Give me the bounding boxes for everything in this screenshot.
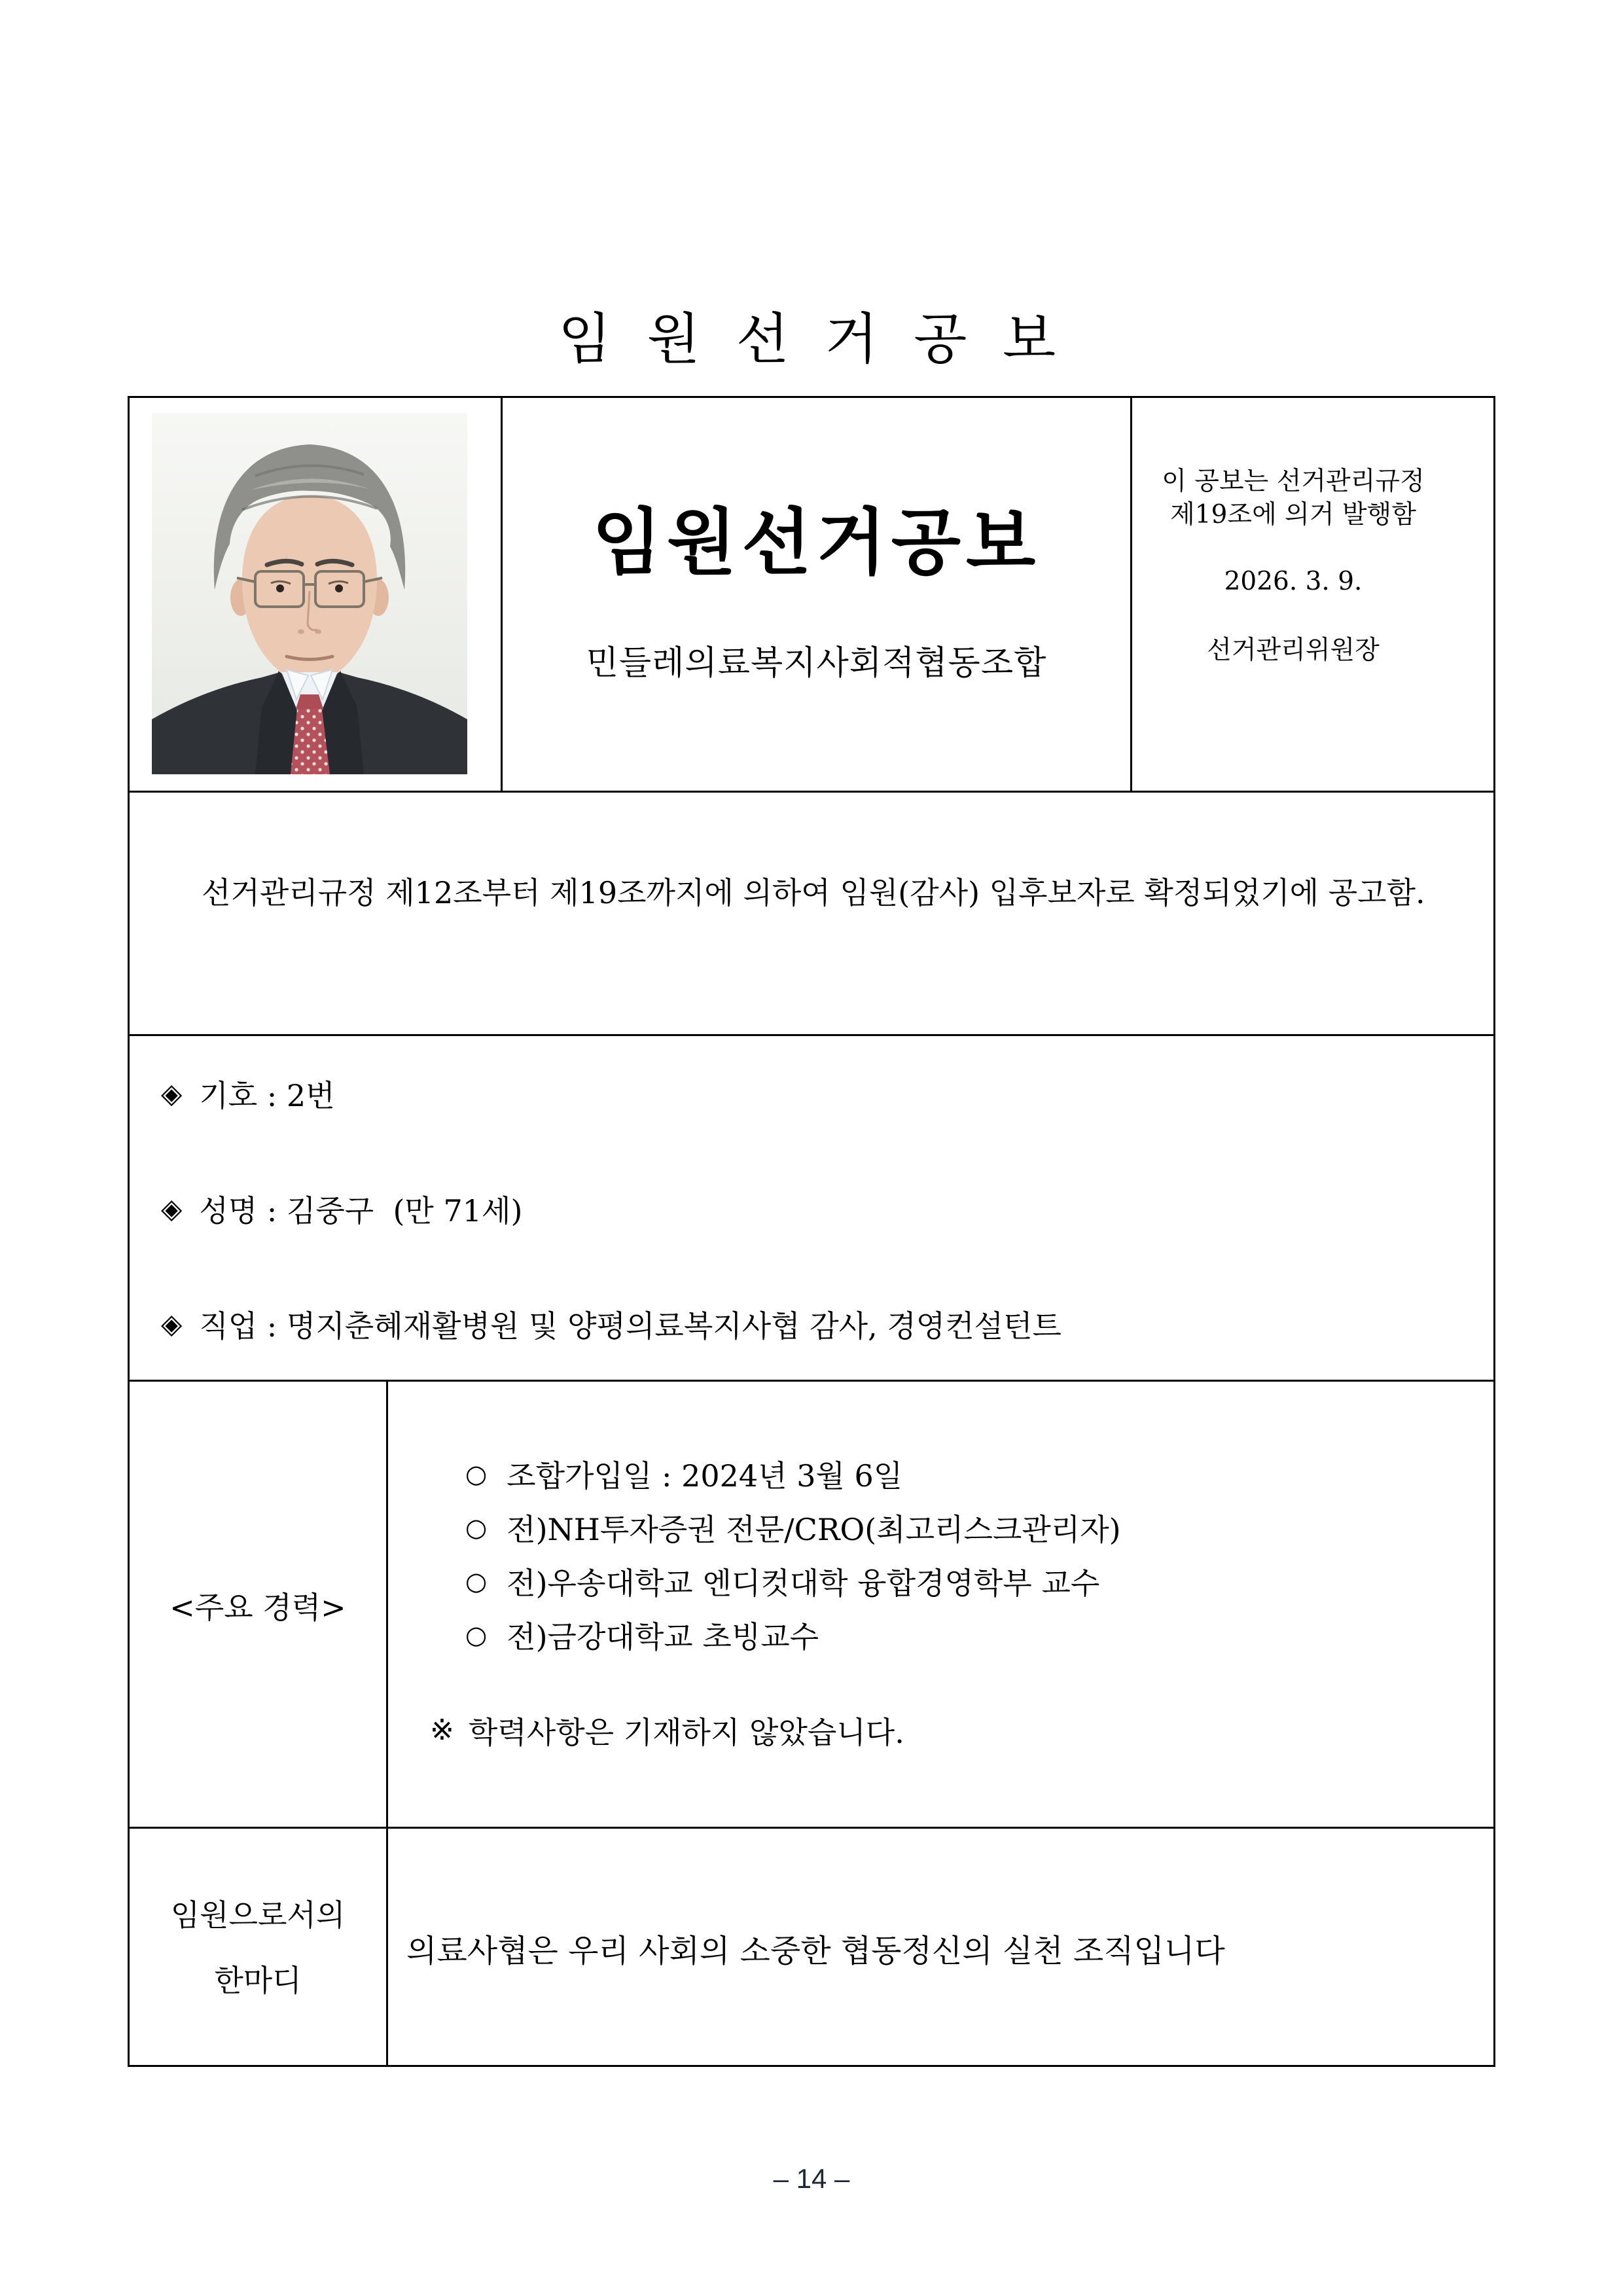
- diamond-bullet-icon: ◈: [161, 1308, 183, 1340]
- career-item-text: 전)금강대학교 초빙교수: [507, 1619, 819, 1655]
- circle-bullet-icon: ○: [465, 1567, 488, 1596]
- career-item-text: 전)NH투자증권 전문/CRO(최고리스크관리자): [507, 1512, 1121, 1547]
- career-item: [388, 1501, 1493, 1554]
- diamond-bullet-icon: ◈: [161, 1193, 183, 1225]
- diamond-bullet-icon: ◈: [161, 1077, 183, 1109]
- reference-mark-icon: ※: [430, 1713, 454, 1747]
- organization-name: 민들레의료복지사회적협동조합: [586, 644, 1047, 683]
- candidate-name: 성명 : 김중구 (만 71세): [199, 1193, 523, 1229]
- career-item: [388, 1554, 1493, 1608]
- message-label-line2: 한마디: [214, 1963, 302, 1998]
- tie-knot: [296, 694, 323, 709]
- career-item-text: 전)우송대학교 엔디컷대학 융합경영학부 교수: [507, 1566, 1100, 1601]
- title-cell: [503, 398, 1132, 791]
- issue-info-cell: [1132, 398, 1493, 791]
- notice-row: [130, 791, 1493, 1034]
- career-label: <주요 경력>: [169, 1589, 346, 1625]
- candidate-photo: [152, 413, 467, 774]
- career-item-text: 조합가입일 : 2024년 3월 6일: [507, 1458, 903, 1494]
- message-row: [130, 1827, 1493, 2065]
- candidate-message: 의료사협은 우리 사회의 소중한 협동정신의 실천 조직입니다: [406, 1932, 1225, 1969]
- candidate-number-line: [161, 1036, 1493, 1151]
- message-content-cell: [388, 1829, 1493, 2067]
- election-notice-table: [128, 396, 1495, 2067]
- education-note-line: [388, 1709, 1493, 1752]
- career-item: [388, 1608, 1493, 1662]
- photo-cell: [130, 398, 503, 791]
- page-number: – 14 –: [773, 2163, 850, 2194]
- circle-bullet-icon: ○: [465, 1460, 488, 1488]
- candidate-occupation-line: [161, 1266, 1493, 1382]
- career-row: [130, 1380, 1493, 1827]
- career-item: [388, 1447, 1493, 1501]
- candidate-number: 기호 : 2번: [199, 1078, 335, 1113]
- message-label-line1: 임원으로서의: [170, 1897, 346, 1933]
- career-content-cell: [388, 1382, 1493, 1829]
- issue-date: 2026. 3. 9.: [1224, 566, 1363, 596]
- page-title: 임 원 선 거 공 보: [558, 307, 1065, 371]
- candidate-occupation: 직업 : 명지춘혜재활병원 및 양평의료복지사협 감사, 경영컨설턴트: [199, 1308, 1061, 1344]
- notice-cell: [130, 793, 1493, 1036]
- candidate-info-row: [130, 1034, 1493, 1380]
- candidate-name-line: [161, 1151, 1493, 1266]
- header-row: [130, 398, 1493, 791]
- issue-note-line1: 이 공보는 선거관리규정: [1162, 467, 1425, 496]
- circle-bullet-icon: ○: [465, 1621, 488, 1649]
- candidate-info-cell: [130, 1036, 1493, 1382]
- issue-note-line2: 제19조에 의거 발행함: [1170, 500, 1416, 530]
- issuer-title: 선거관리위원장: [1207, 636, 1380, 666]
- circle-bullet-icon: ○: [465, 1513, 488, 1542]
- career-label-cell: [130, 1382, 388, 1829]
- candidate-photo-illustration: [152, 413, 467, 774]
- education-note: 학력사항은 기재하지 않았습니다.: [468, 1715, 904, 1750]
- notice-text: 선거관리규정 제12조부터 제19조까지에 의하여 임원(감사) 입후보자로 확정되었기에 공고함.: [202, 875, 1425, 910]
- notice-main-title: 임원선거공보: [592, 500, 1041, 584]
- message-label-cell: [130, 1829, 388, 2067]
